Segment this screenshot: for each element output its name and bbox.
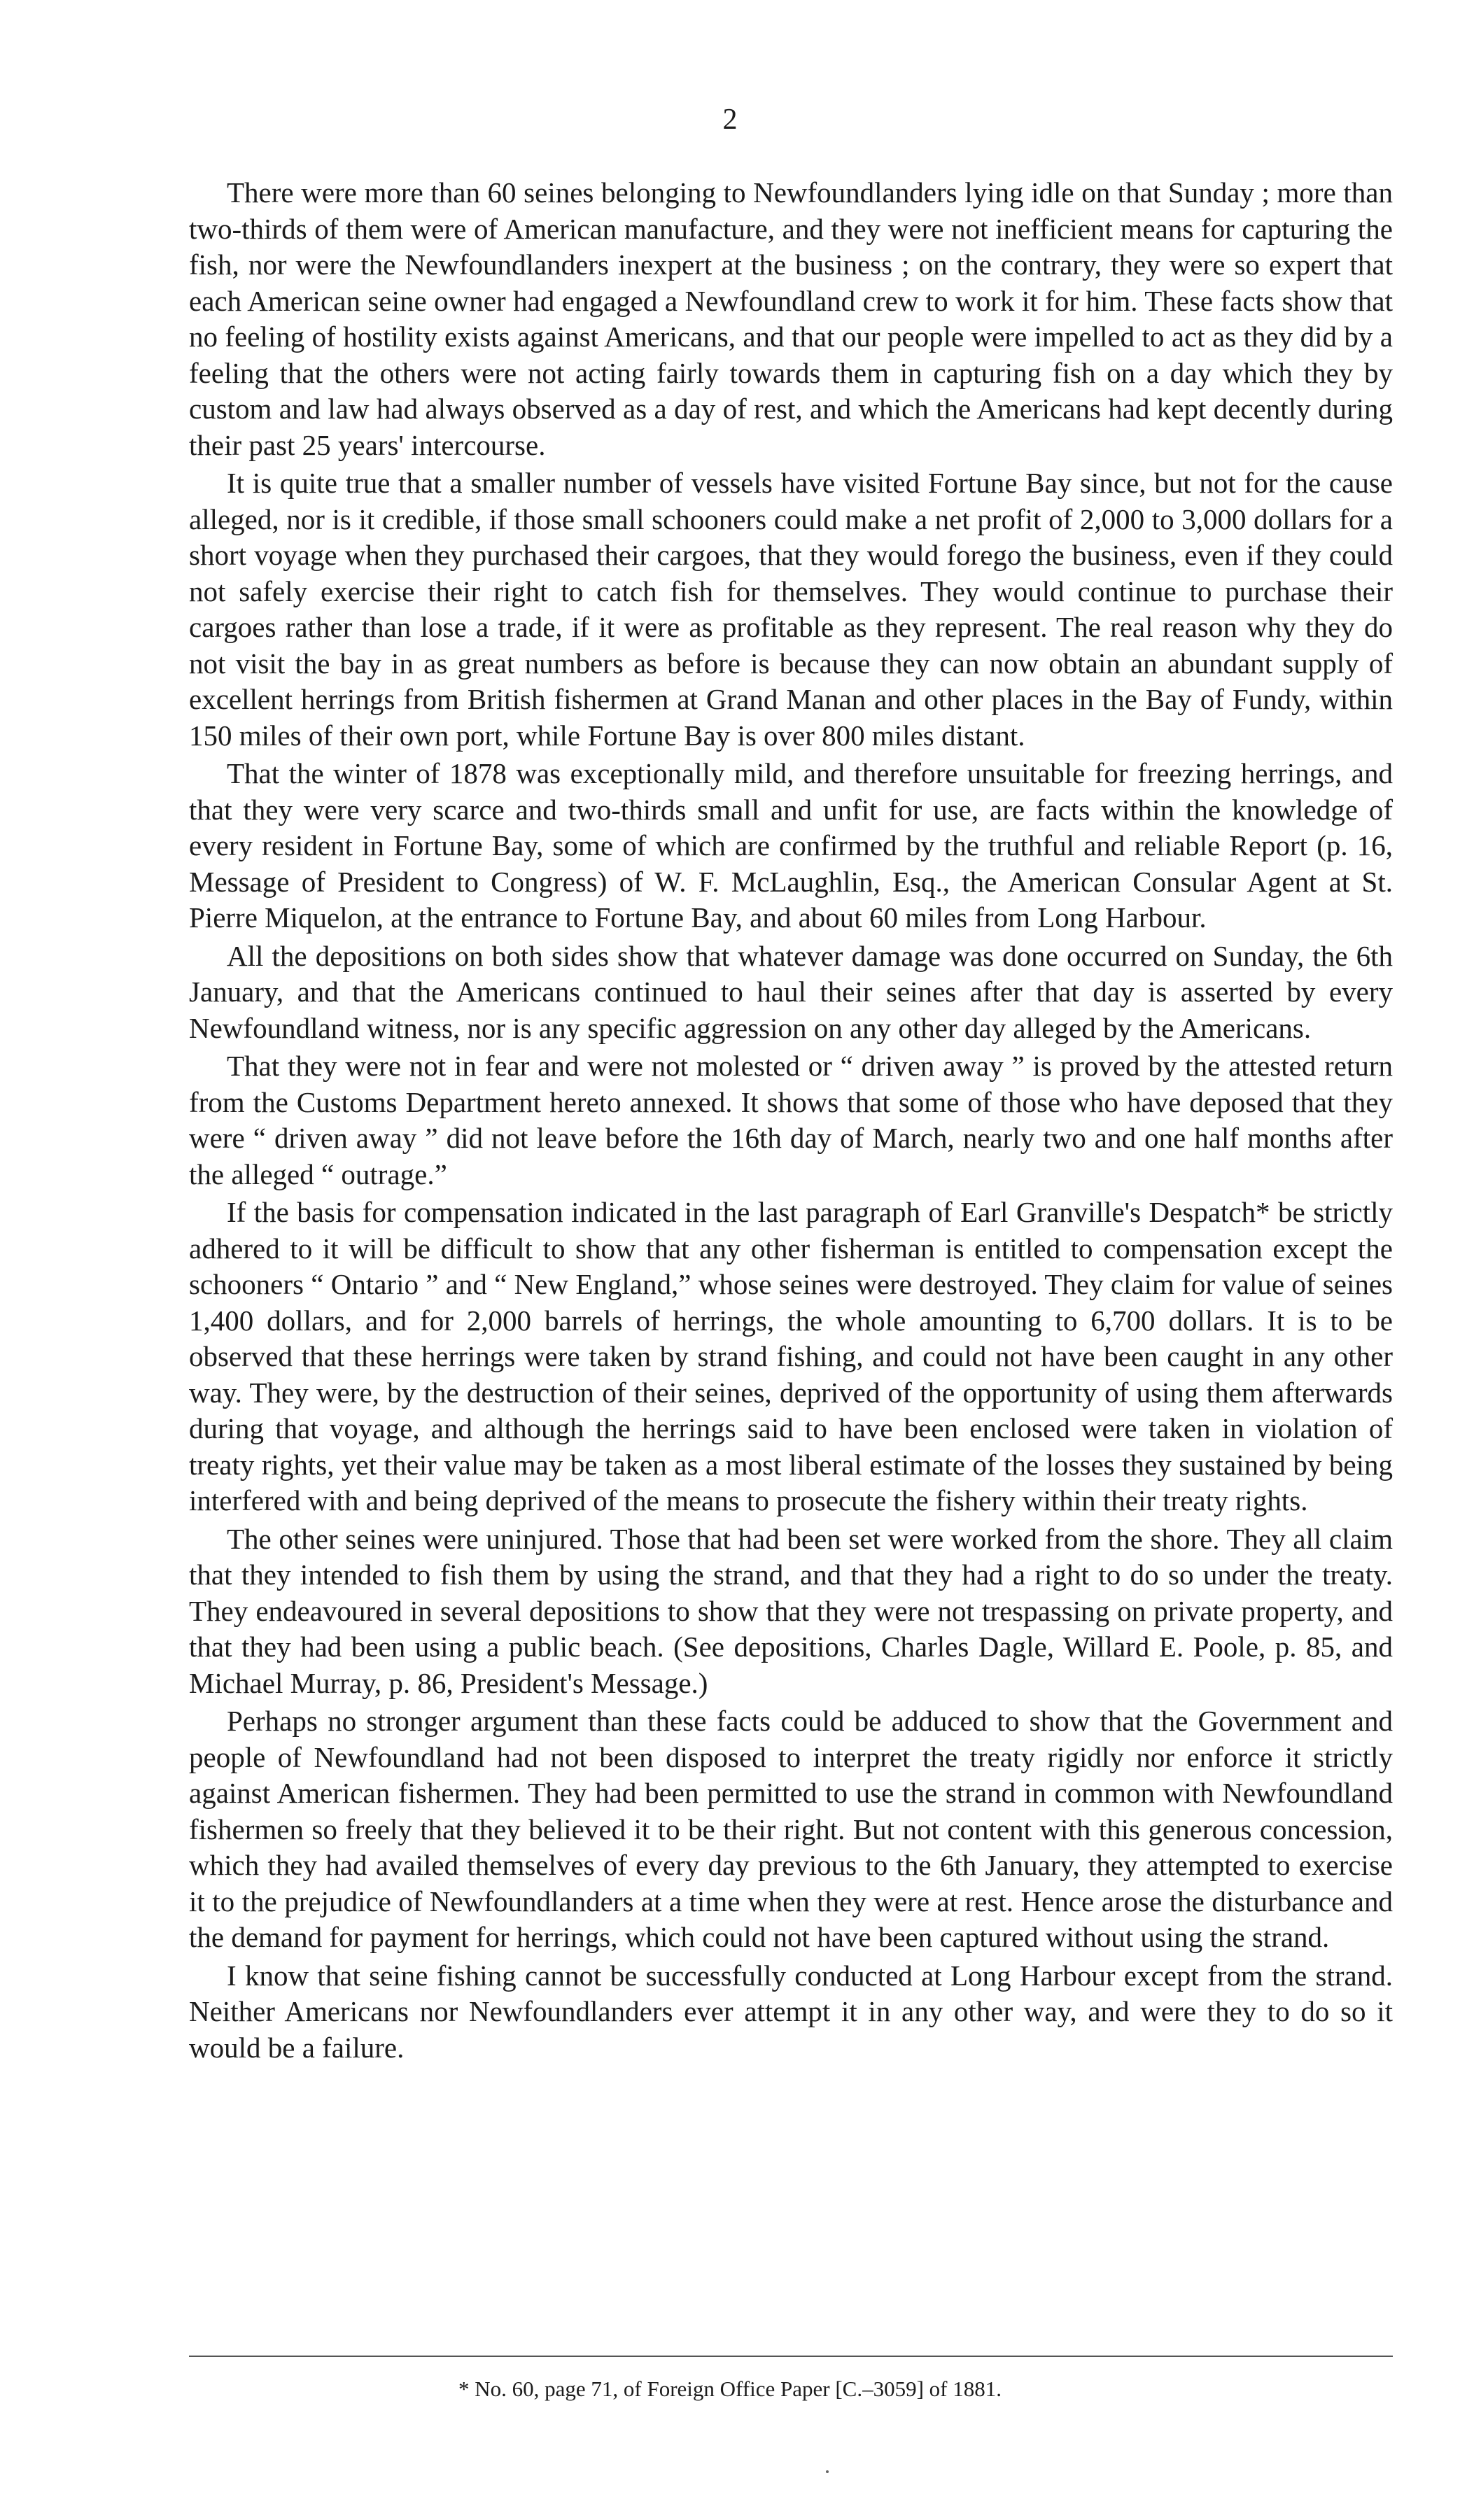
print-speck: [826, 2470, 829, 2473]
paragraph-other-seines: The other seines were uninjured. Those that had been set were worked from the shore. They all claim that they intended to fish them by using the strand, and that they had a right to do so under the treaty. They endeavoured in several depositions to show that they were not trespassing on private property, and that they had been using a public beach. (See depositions, Charles Dagle, Willard E. Poole, p. 85, and Michael Murray, p. 86, President's Message.): [189, 1522, 1393, 1699]
paragraph-winter-1878: That the winter of 1878 was exceptionally mild, and therefore unsuitable for freezing herrings, and that they were very scarce and two-thirds small and unfit for use, are facts within the knowledge of every resident in Fortune Bay, some of which are confirmed by the truthful and reliable Report (p. 16, Message of President to Congress) of W. F. McLaughlin, Esq., the American Consular Agent at St. Pierre Miquelon, at the entrance to Fortune Bay, and about 60 miles from Long Harbour.: [189, 757, 1393, 934]
paragraph-argument: Perhaps no stronger argument than these facts could be adduced to show that the Government and people of Newfoundland had not been disposed to interpret the treaty rigidly nor enforce it strictly against American fishermen. They had been permitted to use the strand in common with Newfoundland fishermen so freely that they believed it to be their right. But not content with this generous concession, which they had availed themselves of every day previous to the 6th January, they attempted to exercise it to the prejudice of Newfoundlanders at a time when they were at rest. Hence arose the disturbance and the demand for payment for herrings, which could not have been captured without using the strand.: [189, 1705, 1393, 1953]
page-number: 2: [722, 104, 738, 136]
paragraph-depositions: All the depositions on both sides show that whatever damage was done occurred on Sunday, the 6th January, and that the Americans continued to haul their seines after that day is asserted by every Newfoundland witness, nor is any specific aggression on any other day alleged by the Americans.: [189, 939, 1393, 1044]
paragraph-not-molested: That they were not in fear and were not molested or “ driven away ” is proved by the attested return from the Customs Department hereto annexed. It shows that some of those who have deposed that they were “ driven away ” did not leave before the 16th day of March, nearly two and one half months after the alleged “ outrage.”: [189, 1050, 1393, 1190]
footnote-divider: [189, 2356, 1393, 2357]
body-text: [189, 175, 1393, 2066]
paragraph-seines-idle: There were more than 60 seines belonging to Newfoundlanders lying idle on that Sunday ; more than two-thirds of them were of American manufacture, and they were not inefficient means for capturing the fish, nor were the Newfoundlanders inexpert at the business ; on the contrary, they were so expert that each American seine owner had engaged a Newfoundland crew to work it for him. These facts show that no feeling of hostility exists against Americans, and that our people were impelled to act as they did by a feeling that the others were not acting fairly towards them in capturing fish on a day which they by custom and law had always observed as a day of rest, and which the Americans had kept decently during their past 25 years' intercourse.: [189, 176, 1393, 461]
paragraph-compensation: If the basis for compensation indicated in the last paragraph of Earl Granville's Despatch* be strictly adhered to it will be difficult to show that any other fisherman is entitled to compensation except the schooners “ Ontario ” and “ New England,” whose seines were destroyed. They claim for value of seines 1,400 dollars, and for 2,000 barrels of herrings, the whole amounting to 6,700 dollars. It is to be observed that these herrings were taken by strand fishing, and could not have been caught in any other way. They were, by the destruction of their seines, deprived of the opportunity of using them afterwards during that voyage, and although the herrings said to have been enclosed were taken in violation of treaty rights, yet their value may be taken as a most liberal estimate of the losses they sustained by being interfered with and being deprived of the means to prosecute the fishery within their treaty rights.: [189, 1196, 1393, 1516]
paragraph-seine-fishing: I know that seine fishing cannot be successfully conducted at Long Harbour except from the strand. Neither Americans nor Newfoundlanders ever attempt it in any other way, and were they to do so it would be a failure.: [189, 1959, 1393, 2064]
paragraph-fewer-vessels: It is quite true that a smaller number of vessels have visited Fortune Bay since, but not for the cause alleged, nor is it credible, if those small schooners could make a net profit of 2,000 to 3,000 dollars for a short voyage when they purchased their cargoes, that they would forego the business, even if they could not safely exercise their right to catch fish for themselves. They would continue to purchase their cargoes rather than lose a trade, if it were as profitable as they represent. The real reason why they do not visit the bay in as great numbers as before is because they can now obtain an abundant supply of excellent herrings from British fishermen at Grand Manan and other places in the Bay of Fundy, within 150 miles of their own port, while Fortune Bay is over 800 miles distant.: [189, 467, 1393, 752]
footnote: * No. 60, page 71, of Foreign Office Paper [C.–3059] of 1881.: [458, 2377, 1002, 2401]
